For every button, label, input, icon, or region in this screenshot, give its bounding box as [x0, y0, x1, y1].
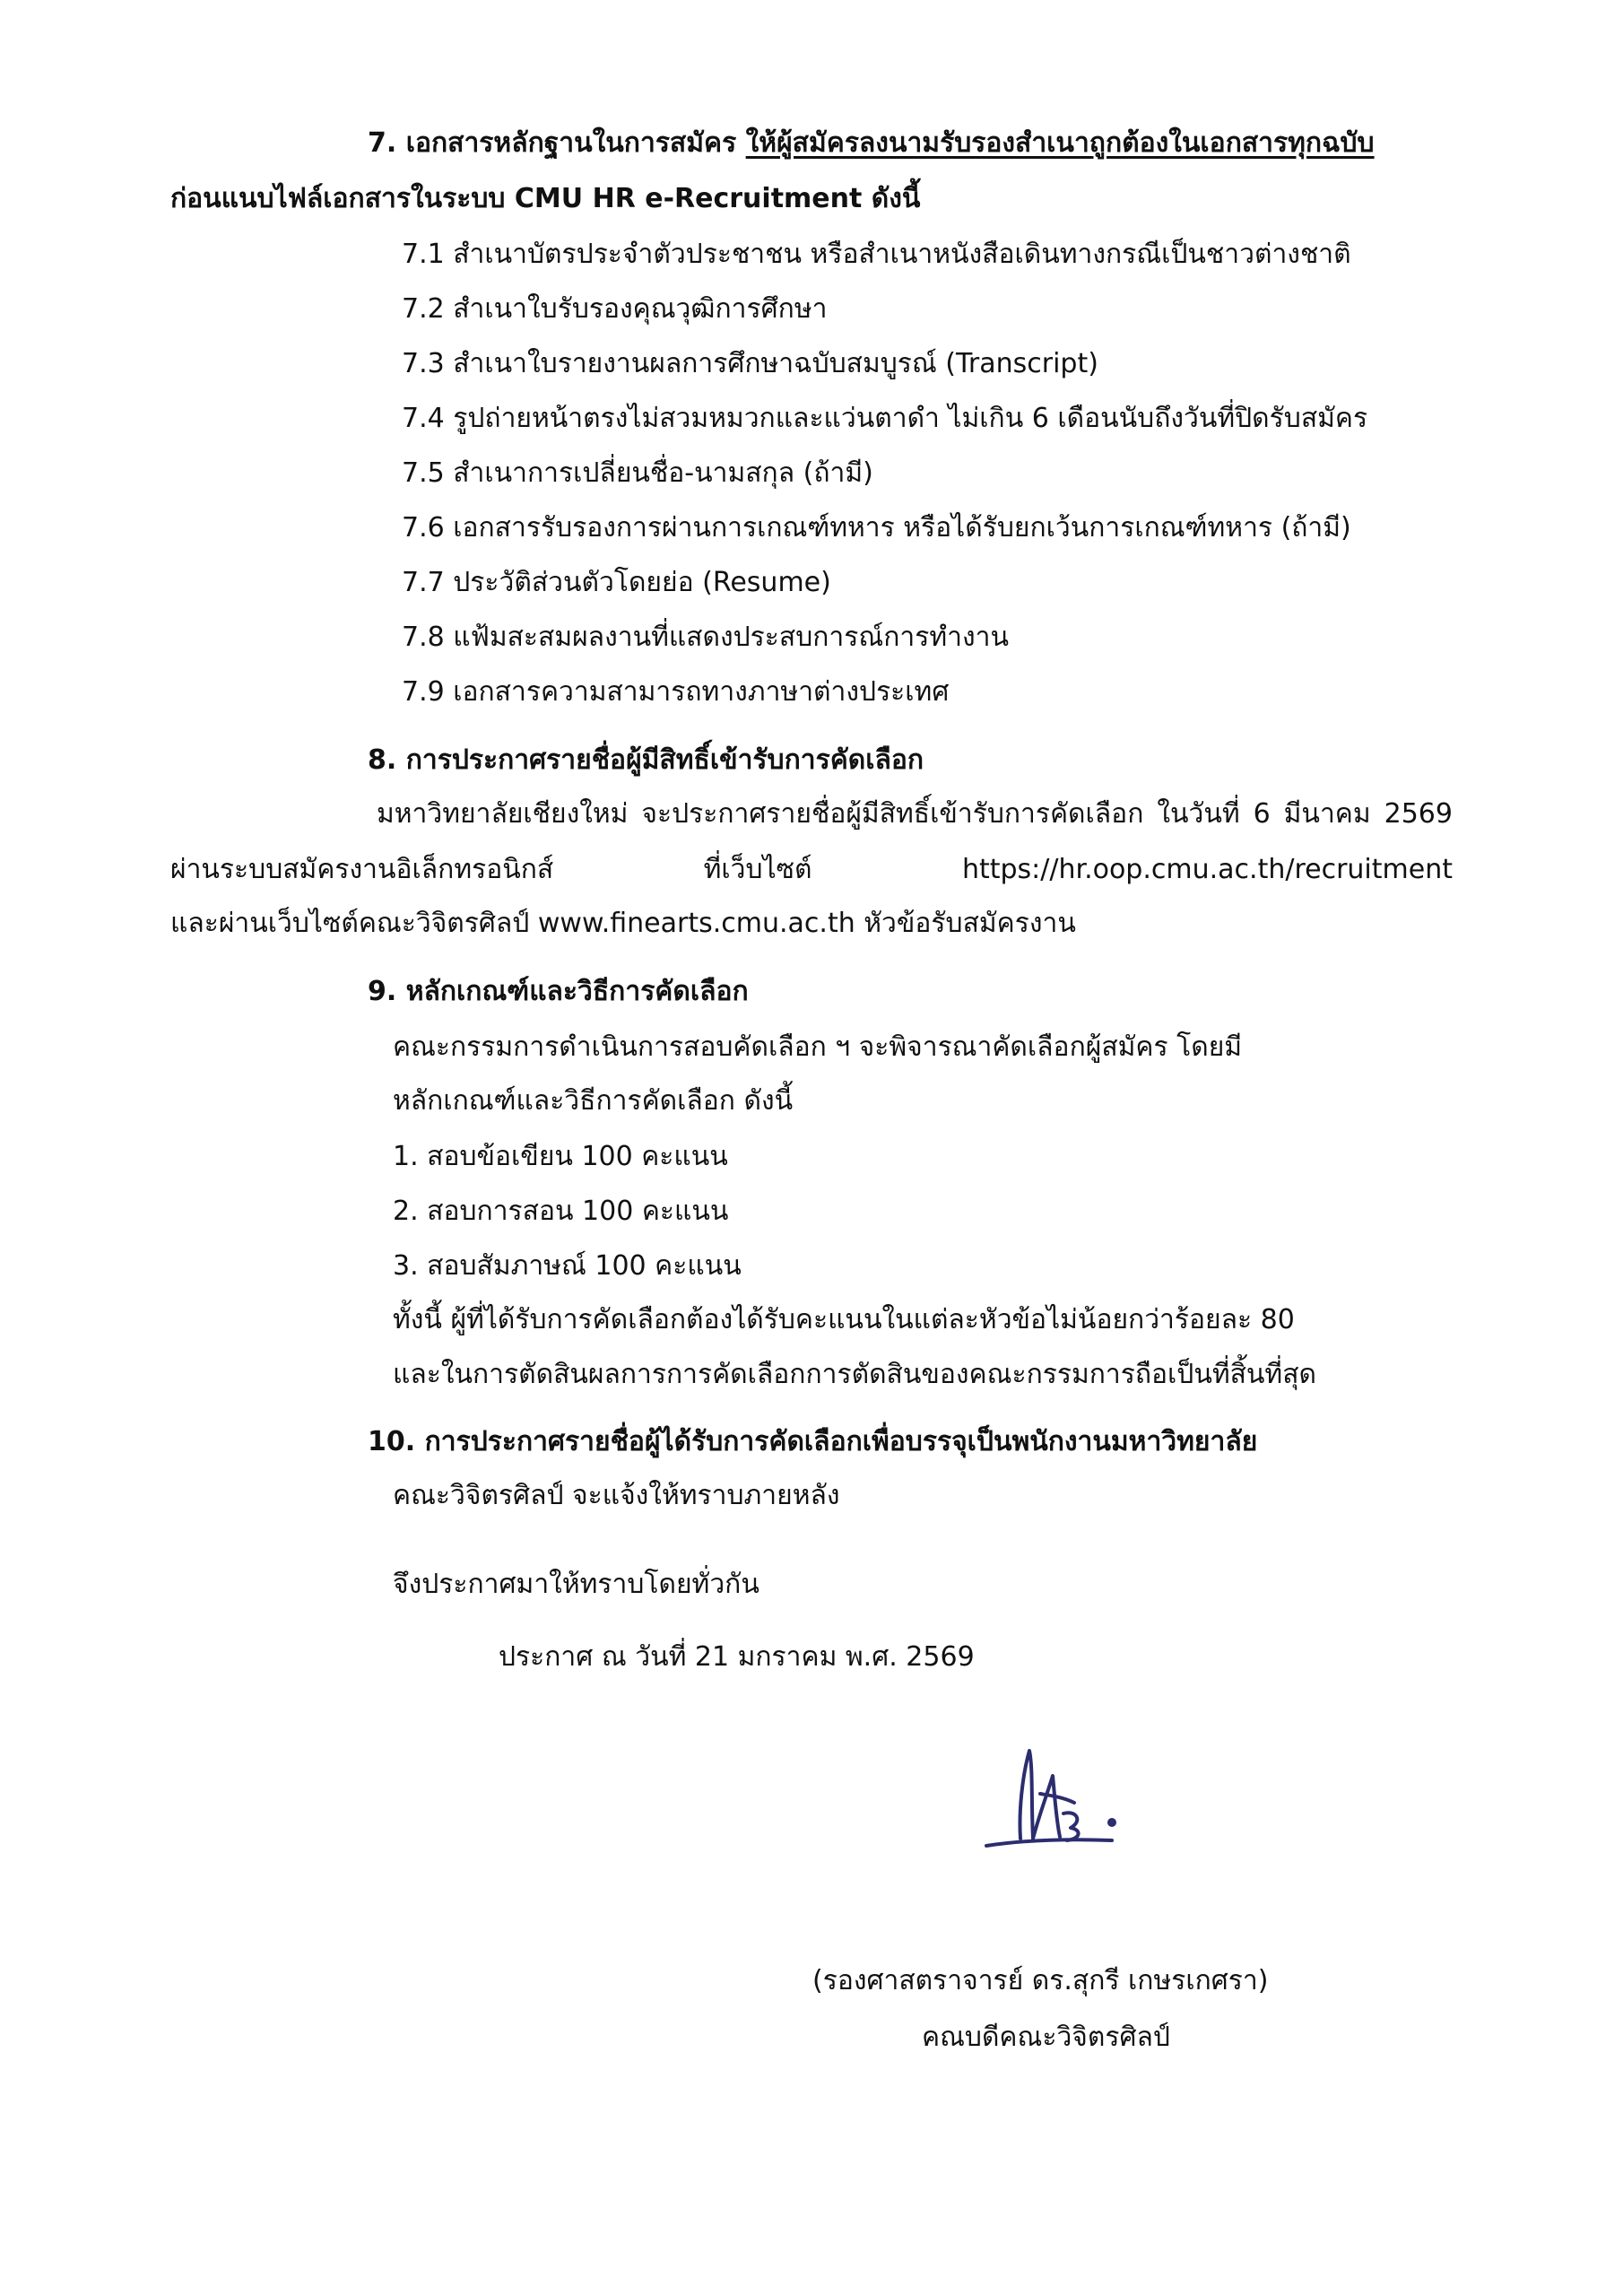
- section-8-line3: และผ่านเว็บไซต์คณะวิจิตรศิลป์ www.finearts.cmu.ac.th หัวข้อรับสมัครงาน: [170, 908, 1076, 939]
- section-8-word: ที่เว็บไซต์: [703, 854, 812, 885]
- recruitment-url: https://hr.oop.cmu.ac.th/recruitment: [961, 854, 1453, 885]
- signatory-position: คณบดีคณะวิจิตรศิลป์: [922, 2022, 1170, 2053]
- section-7-item: 7.7 ประวัติส่วนตัวโดยย่อ (Resume): [402, 567, 831, 598]
- section-10-heading: 10. การประกาศรายชื่อผู้ได้รับการคัดเลือกเพื่อบรรจุเป็นพนักงานมหาวิทยาลัย: [368, 1426, 1258, 1457]
- section-8-heading: 8. การประกาศรายชื่อผู้มีสิทธิ์เข้ารับการคัดเลือก: [368, 744, 924, 776]
- section-9-heading: 9. หลักเกณฑ์และวิธีการคัดเลือก: [368, 976, 749, 1007]
- section-7-item: 7.9 เอกสารความสามารถทางภาษาต่างประเทศ: [402, 676, 950, 708]
- section-8-word: ผ่านระบบสมัครงานอิเล็กทรอนิกส์: [170, 854, 554, 885]
- section-8-word: มีนาคม: [1283, 798, 1371, 830]
- section-7-item: 7.1 สำเนาบัตรประจำตัวประชาชน หรือสำเนาหนังสือเดินทางกรณีเป็นชาวต่างชาติ: [402, 239, 1351, 270]
- section-7-item: 7.8 แฟ้มสะสมผลงานที่แสดงประสบการณ์การทำงาน: [402, 622, 1009, 653]
- section-7-item: 7.6 เอกสารรับรองการผ่านการเกณฑ์ทหาร หรือได้รับยกเว้นการเกณฑ์ทหาร (ถ้ามี): [402, 512, 1351, 544]
- section-9-intro: หลักเกณฑ์และวิธีการคัดเลือก ดังนี้: [393, 1085, 794, 1117]
- section-7-item: 7.4 รูปถ่ายหน้าตรงไม่สวมหมวกและแว่นตาดำ ไม่เกิน 6 เดือนนับถึงวันที่ปิดรับสมัคร: [402, 403, 1368, 434]
- section-8-word: ในวันที่: [1157, 798, 1240, 830]
- section-8-word: มหาวิทยาลัยเชียงใหม่: [377, 798, 629, 830]
- closing-text: จึงประกาศมาให้ทราบโดยทั่วกัน: [393, 1569, 759, 1600]
- section-8-word: 2569: [1384, 798, 1453, 830]
- section-8-word: 6: [1253, 798, 1271, 830]
- section-9-note: ทั้งนี้ ผู้ที่ได้รับการคัดเลือกต้องได้รับคะแนนในแต่ละหัวข้อไม่น้อยกว่าร้อยละ 80: [393, 1304, 1295, 1335]
- section-9-intro: คณะกรรมการดำเนินการสอบคัดเลือก ฯ จะพิจารณาคัดเลือกผู้สมัคร โดยมี: [393, 1031, 1243, 1063]
- section-7-heading-underlined: ให้ผู้สมัครลงนามรับรองสำเนาถูกต้องในเอกสารทุกฉบับ: [745, 127, 1375, 159]
- criterion-item: 2. สอบการสอน 100 คะแนน: [393, 1196, 729, 1227]
- signature-image: [977, 1740, 1130, 1866]
- section-9-note: และในการตัดสินผลการการคัดเลือกการตัดสินของคณะกรรมการถือเป็นที่สิ้นที่สุด: [393, 1359, 1317, 1390]
- section-7-heading-text: 7. เอกสารหลักฐานในการสมัคร: [368, 127, 737, 159]
- section-7-item: 7.2 สำเนาใบรับรองคุณวุฒิการศึกษา: [402, 293, 828, 325]
- signatory-name: (รองศาสตราจารย์ ดร.สุกรี เกษรเกศรา): [812, 1965, 1269, 1996]
- section-7-item: 7.5 สำเนาการเปลี่ยนชื่อ-นามสกุล (ถ้ามี): [402, 457, 873, 489]
- section-8-word: จะประกาศรายชื่อผู้มีสิทธิ์เข้ารับการคัดเลือก: [641, 798, 1144, 830]
- section-8-line1: [377, 796, 1453, 832]
- criterion-item: 3. สอบสัมภาษณ์ 100 คะแนน: [393, 1250, 742, 1282]
- section-7-item: 7.3 สำเนาใบรายงานผลการศึกษาฉบับสมบูรณ์ (Transcript): [402, 348, 1098, 379]
- announcement-date: ประกาศ ณ วันที่ 21 มกราคม พ.ศ. 2569: [499, 1641, 975, 1673]
- criterion-item: 1. สอบข้อเขียน 100 คะแนน: [393, 1141, 728, 1172]
- section-10-body: คณะวิจิตรศิลป์ จะแจ้งให้ทราบภายหลัง: [393, 1480, 840, 1511]
- section-8-line2: [170, 852, 1453, 888]
- section-7-heading-line2: ก่อนแนบไฟล์เอกสารในระบบ CMU HR e-Recruitment ดังนี้: [170, 183, 921, 214]
- section-7-heading: [368, 126, 1375, 161]
